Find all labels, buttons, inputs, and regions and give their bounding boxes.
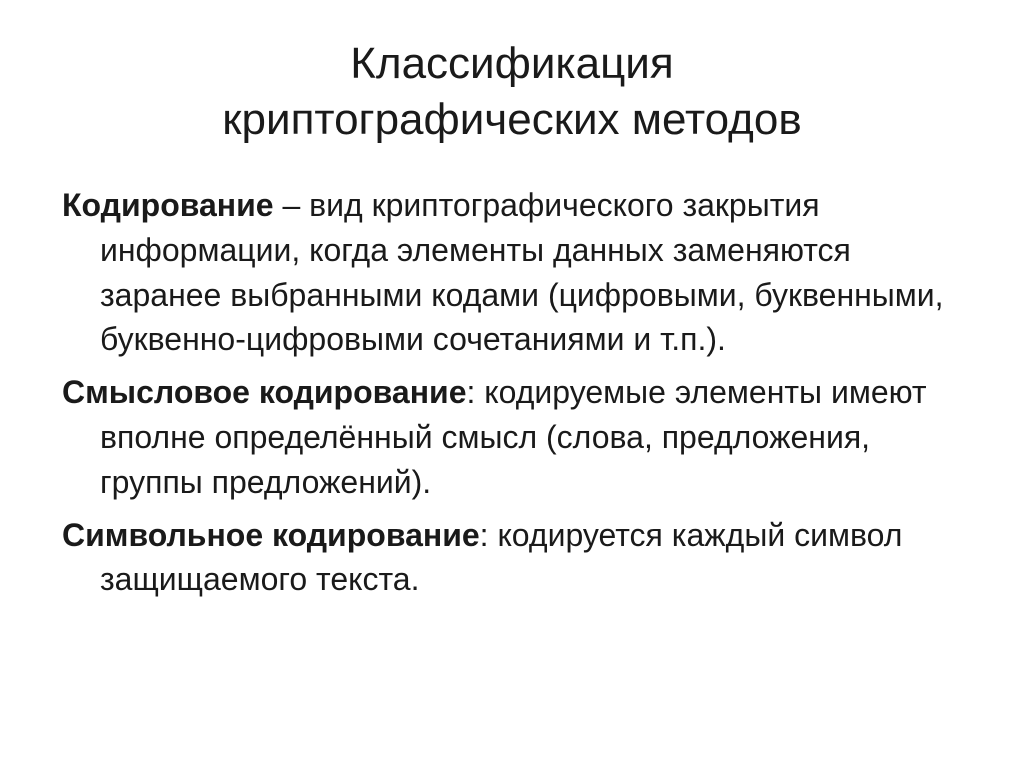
definition-symbolic-coding: : кодируется каждый символ защищаемого текста. [100, 516, 903, 598]
term-coding: Кодирование [62, 187, 274, 223]
paragraph-coding [62, 183, 967, 362]
paragraph-symbolic-coding [62, 513, 967, 603]
title-line-1: Классификация [350, 39, 674, 88]
term-semantic-coding: Смысловое кодирование [62, 374, 467, 411]
title-line-2: криптографических методов [222, 95, 802, 144]
term-symbolic-coding: Символьное кодирование [62, 516, 480, 553]
definition-semantic-coding: : кодируемые элементы имеют вполне определённый смысл (слова, предложения, группы предложений). [100, 374, 927, 500]
definition-coding: – вид криптографического закрытия информации, когда элементы данных заменяются заранее выбранными кодами (цифровыми, буквенными, буквенно-цифровыми сочетаниями и т.п.). [100, 187, 944, 358]
slide-title [0, 36, 1024, 148]
slide-body [62, 183, 967, 610]
paragraph-semantic-coding [62, 370, 967, 504]
